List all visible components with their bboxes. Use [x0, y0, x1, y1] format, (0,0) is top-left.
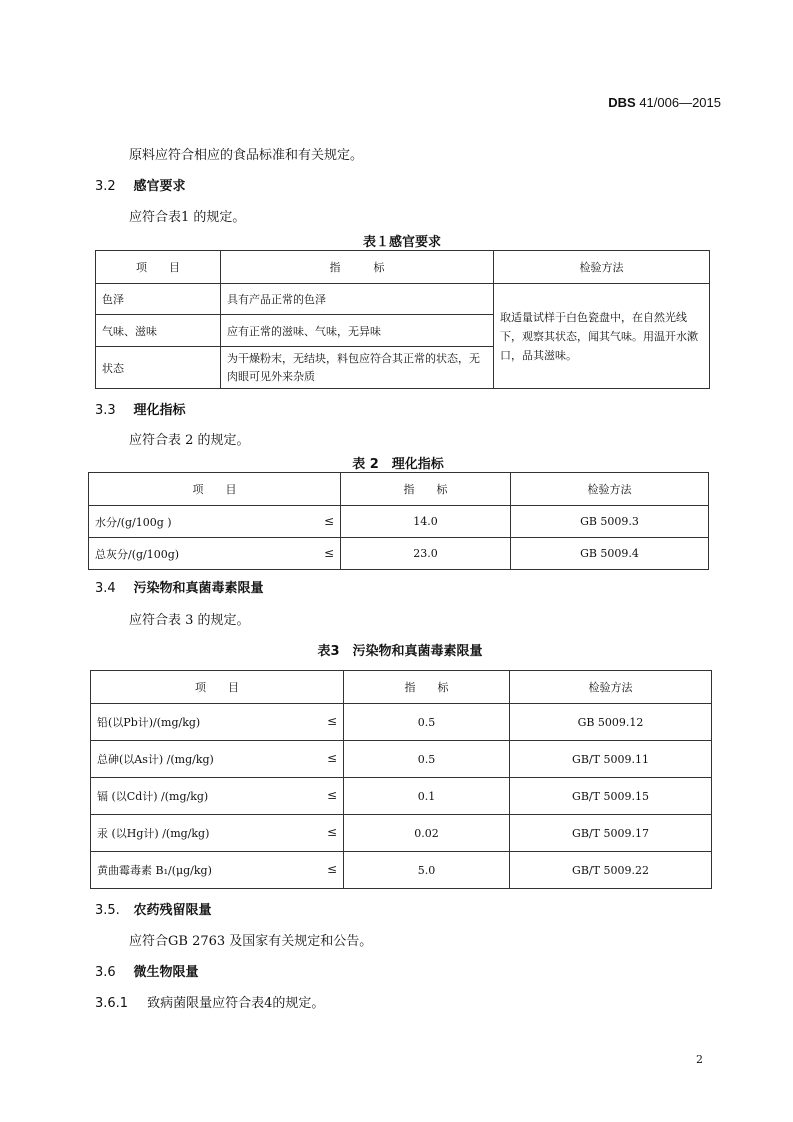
section-number: 3.2 — [95, 179, 116, 194]
table-row — [91, 852, 712, 889]
document-code — [608, 95, 721, 110]
table1-method: 取适量试样于白色瓷盘中，在自然光线下，观察其状态，闻其气味。用温开水漱口，品其滋味。 — [494, 284, 710, 389]
section-title: 微生物限量 — [133, 965, 199, 980]
table-row — [91, 704, 712, 741]
table1-header-method: 检验方法 — [494, 251, 710, 284]
table3-item: 汞 (以Hg计) /(mg/kg) — [97, 827, 210, 840]
section-3-4-text: 应符合表 3 的规定。 — [129, 613, 250, 628]
table2-value: 23.0 — [341, 538, 511, 570]
table1-caption: 表１感官要求 — [362, 235, 441, 250]
table3-value: 0.1 — [344, 778, 510, 815]
table1-value: 为干燥粉末，无结块，料包应符合其正常的状态，无肉眼可见外来杂质 — [221, 347, 494, 389]
table-row — [91, 778, 712, 815]
less-equal-sign: ≤ — [326, 788, 337, 802]
table1-value: 应有正常的滋味、气味，无异味 — [221, 315, 494, 347]
table3-item: 镉 (以Cd计) /(mg/kg) — [97, 790, 209, 803]
table1-header-item: 项 目 — [96, 251, 221, 284]
section-number: 3.4 — [95, 581, 116, 596]
table3-header-item: 项 目 — [91, 671, 344, 704]
table3-item-cell — [91, 704, 344, 741]
section-number: 3.3 — [95, 403, 116, 418]
table1-value: 具有产品正常的色泽 — [221, 284, 494, 315]
table3-item: 总砷(以As计) /(mg/kg) — [97, 753, 214, 766]
table3-method: GB/T 5009.22 — [510, 852, 712, 889]
table2-method: GB 5009.3 — [511, 506, 709, 538]
table2-header-item: 项 目 — [89, 473, 341, 506]
section-number: 3.5. — [95, 903, 120, 918]
section-number: 3.6.1 — [95, 996, 129, 1011]
section-3-5-text: 应符合GB 2763 及国家有关规定和公告。 — [129, 934, 373, 949]
section-title: 理化指标 — [133, 403, 186, 418]
section-3-3-text: 应符合表 2 的规定。 — [129, 433, 250, 448]
table2 — [88, 472, 709, 570]
table3 — [90, 670, 712, 889]
table1-item: 色泽 — [96, 284, 221, 315]
section-number: 3.6 — [95, 965, 116, 980]
table3-caption: 表3 污染物和真菌毒素限量 — [317, 644, 483, 659]
table-row — [91, 815, 712, 852]
table-row — [89, 506, 709, 538]
table2-header-method: 检验方法 — [511, 473, 709, 506]
table1-header-value: 指 标 — [221, 251, 494, 284]
table3-method: GB/T 5009.15 — [510, 778, 712, 815]
table3-value: 0.02 — [344, 815, 510, 852]
table1-item: 状态 — [96, 347, 221, 389]
table-row — [96, 284, 710, 315]
table3-item-cell — [91, 852, 344, 889]
table1 — [95, 250, 710, 389]
less-equal-sign: ≤ — [323, 513, 334, 528]
section-3-6-heading — [95, 964, 199, 982]
table2-value: 14.0 — [341, 506, 511, 538]
section-title: 污染物和真菌毒素限量 — [133, 581, 264, 596]
document-code-prefix: DBS — [608, 95, 636, 110]
table2-item-cell — [89, 538, 341, 570]
table3-item: 铅(以Pb计)/(mg/kg) — [97, 716, 201, 729]
table3-header-value: 指 标 — [344, 671, 510, 704]
section-3-5-heading — [95, 902, 212, 920]
table3-method: GB/T 5009.17 — [510, 815, 712, 852]
table3-item-cell — [91, 778, 344, 815]
table3-value: 5.0 — [344, 852, 510, 889]
table3-method: GB/T 5009.11 — [510, 741, 712, 778]
page-number: 2 — [696, 1053, 703, 1066]
table2-item-cell — [89, 506, 341, 538]
less-equal-sign: ≤ — [326, 825, 337, 839]
table3-method: GB 5009.12 — [510, 704, 712, 741]
less-equal-sign: ≤ — [326, 714, 337, 728]
table3-value: 0.5 — [344, 741, 510, 778]
section-3-6-1 — [95, 995, 324, 1013]
table2-header-value: 指 标 — [341, 473, 511, 506]
less-equal-sign: ≤ — [323, 545, 334, 560]
table2-item: 水分/(g/100g ) — [95, 515, 172, 529]
section-3-2-text: 应符合表1 的规定。 — [129, 210, 246, 225]
table2-item: 总灰分/(g/100g) — [95, 547, 180, 561]
table-row — [89, 538, 709, 570]
section-3-2-heading — [95, 178, 186, 196]
table2-caption: 表 2 理化指标 — [352, 457, 444, 472]
section-title: 感官要求 — [133, 179, 186, 194]
less-equal-sign: ≤ — [326, 862, 337, 876]
table3-item-cell — [91, 741, 344, 778]
table3-header-method: 检验方法 — [510, 671, 712, 704]
section-title: 农药残留限量 — [133, 903, 212, 918]
less-equal-sign: ≤ — [326, 751, 337, 765]
section-3-4-heading — [95, 580, 264, 598]
document-code-number: 41/006—2015 — [639, 95, 721, 110]
table-row — [91, 741, 712, 778]
intro-paragraph: 原料应符合相应的食品标准和有关规定。 — [129, 148, 364, 163]
table3-item: 黄曲霉毒素 B₁/(μg/kg) — [97, 864, 212, 877]
table3-item-cell — [91, 815, 344, 852]
section-3-6-1-text: 致病菌限量应符合表4的规定。 — [147, 996, 325, 1011]
table1-item: 气味、滋味 — [96, 315, 221, 347]
section-3-3-heading — [95, 402, 186, 420]
table3-value: 0.5 — [344, 704, 510, 741]
table2-method: GB 5009.4 — [511, 538, 709, 570]
